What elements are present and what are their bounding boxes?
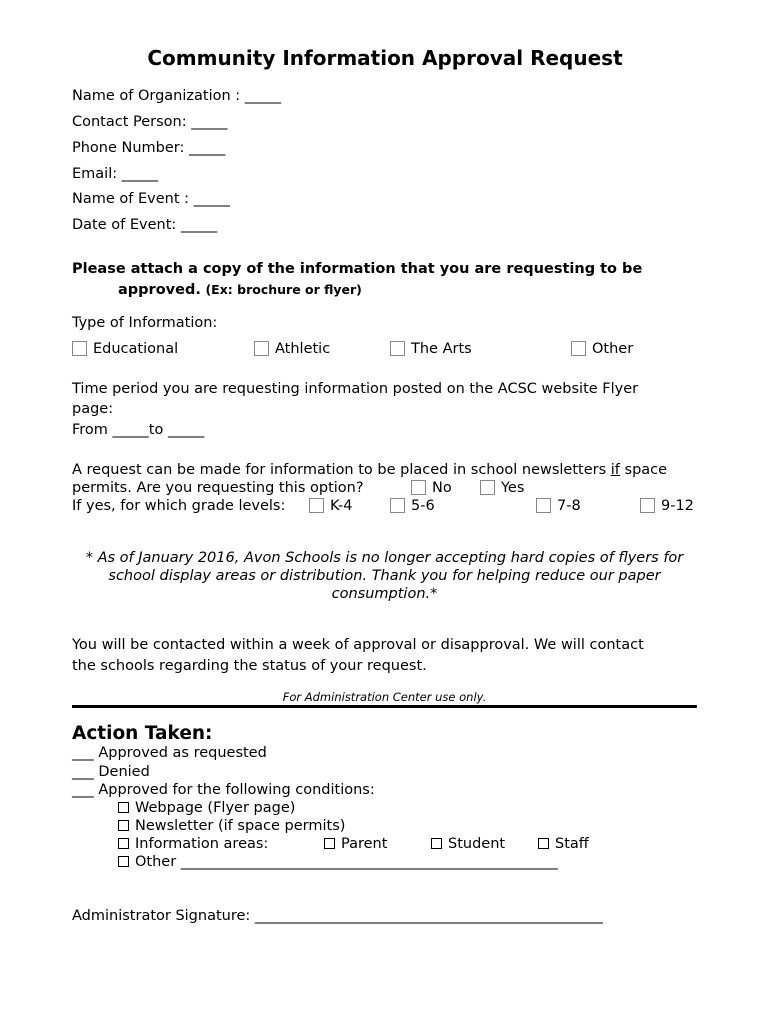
type-option-educational[interactable]	[72, 341, 178, 357]
checkbox-icon[interactable]	[390, 341, 405, 356]
condition-info-areas[interactable]	[118, 836, 268, 852]
newsletter-option-yes[interactable]	[480, 480, 524, 496]
condition-label: Other ____________________________________________________	[135, 854, 558, 870]
checkbox-icon[interactable]	[118, 802, 129, 813]
checkbox-icon[interactable]	[254, 341, 269, 356]
condition-label: Webpage (Flyer page)	[135, 800, 296, 816]
type-option-label: Educational	[93, 341, 179, 357]
checkbox-icon[interactable]	[411, 480, 426, 495]
checkbox-icon[interactable]	[72, 341, 87, 356]
checkbox-icon[interactable]	[309, 498, 324, 513]
attach-instruction-line2	[118, 282, 362, 298]
type-option-other[interactable]	[571, 341, 633, 357]
time-period-range[interactable]: From _____to _____	[72, 422, 205, 438]
grade-label: 9-12	[661, 498, 694, 514]
type-option-label: Other	[592, 341, 634, 357]
newsletter-option-no[interactable]	[411, 480, 452, 496]
grade-option-7-8[interactable]	[536, 498, 581, 514]
grade-label: 5-6	[411, 498, 435, 514]
checkbox-icon[interactable]	[324, 838, 335, 849]
checkbox-icon[interactable]	[118, 838, 129, 849]
checkbox-icon[interactable]	[118, 820, 129, 831]
newsletter-line1	[72, 462, 667, 478]
field-email[interactable]: Email: _____	[72, 166, 158, 182]
field-organization[interactable]: Name of Organization : _____	[72, 88, 282, 104]
action-taken-title: Action Taken:	[72, 723, 213, 744]
time-period-line2: page:	[72, 401, 114, 417]
grade-label: K-4	[330, 498, 353, 514]
checkbox-icon[interactable]	[431, 838, 442, 849]
grade-option-k4[interactable]	[309, 498, 352, 514]
checkbox-icon[interactable]	[538, 838, 549, 849]
action-approved-conditions[interactable]: ___ Approved for the following conditions:	[72, 782, 375, 798]
condition-label: Newsletter (if space permits)	[135, 818, 346, 834]
grade-label: 7-8	[557, 498, 581, 514]
condition-label: Information areas:	[135, 836, 269, 852]
field-contact-person[interactable]: Contact Person: _____	[72, 114, 228, 130]
admin-use-note: For Administration Center use only.	[282, 690, 487, 704]
checkbox-icon[interactable]	[118, 856, 129, 867]
contact-line2: the schools regarding the status of your request.	[72, 658, 427, 674]
grade-option-9-12[interactable]	[640, 498, 694, 514]
condition-newsletter[interactable]	[118, 818, 345, 834]
administrator-signature[interactable]: Administrator Signature: ________________________________________________	[72, 908, 603, 924]
newsletter-question: permits. Are you requesting this option?	[72, 480, 364, 496]
type-option-the-arts[interactable]	[390, 341, 472, 357]
attach-example-text: (Ex: brochure or flyer)	[205, 282, 362, 297]
type-option-label: Athletic	[275, 341, 331, 357]
condition-label: Student	[448, 836, 506, 852]
newsletter-yes-label: Yes	[501, 480, 525, 496]
checkbox-icon[interactable]	[390, 498, 405, 513]
grade-levels-label: If yes, for which grade levels:	[72, 498, 286, 514]
divider-rule	[72, 705, 697, 708]
time-period-line1: Time period you are requesting information posted on the ACSC website Flyer	[72, 381, 639, 397]
checkbox-icon[interactable]	[536, 498, 551, 513]
condition-other[interactable]	[118, 854, 558, 870]
notice-text: * As of January 2016, Avon Schools is no longer accepting hard copies of flyers for school display areas or distribution. Thank you for helping reduce our paper consumption.*	[85, 550, 684, 602]
attach-approved-text: approved.	[118, 282, 201, 298]
grade-option-5-6[interactable]	[390, 498, 435, 514]
page-title: Community Information Approval Request	[147, 46, 623, 70]
condition-student[interactable]	[431, 836, 505, 852]
condition-label: Staff	[555, 836, 589, 852]
action-approved[interactable]: ___ Approved as requested	[72, 745, 267, 761]
condition-staff[interactable]	[538, 836, 589, 852]
checkbox-icon[interactable]	[571, 341, 586, 356]
newsletter-no-label: No	[432, 480, 452, 496]
condition-label: Parent	[341, 836, 388, 852]
checkbox-icon[interactable]	[640, 498, 655, 513]
type-info-label: Type of Information:	[72, 315, 218, 331]
field-event-date[interactable]: Date of Event: _____	[72, 217, 218, 233]
newsletter-if-text: if	[610, 462, 620, 478]
action-denied[interactable]: ___ Denied	[72, 764, 150, 780]
condition-parent[interactable]	[324, 836, 387, 852]
condition-webpage[interactable]	[118, 800, 295, 816]
field-phone-number[interactable]: Phone Number: _____	[72, 140, 226, 156]
contact-line1: You will be contacted within a week of approval or disapproval. We will contact	[72, 637, 644, 653]
newsletter-text: space	[619, 462, 668, 478]
type-option-athletic[interactable]	[254, 341, 330, 357]
field-event-name[interactable]: Name of Event : _____	[72, 191, 230, 207]
attach-instruction-line1: Please attach a copy of the information that you are requesting to be	[72, 261, 643, 277]
type-option-label: The Arts	[411, 341, 472, 357]
newsletter-text: A request can be made for information to be placed in school newsletters	[72, 462, 611, 478]
checkbox-icon[interactable]	[480, 480, 495, 495]
